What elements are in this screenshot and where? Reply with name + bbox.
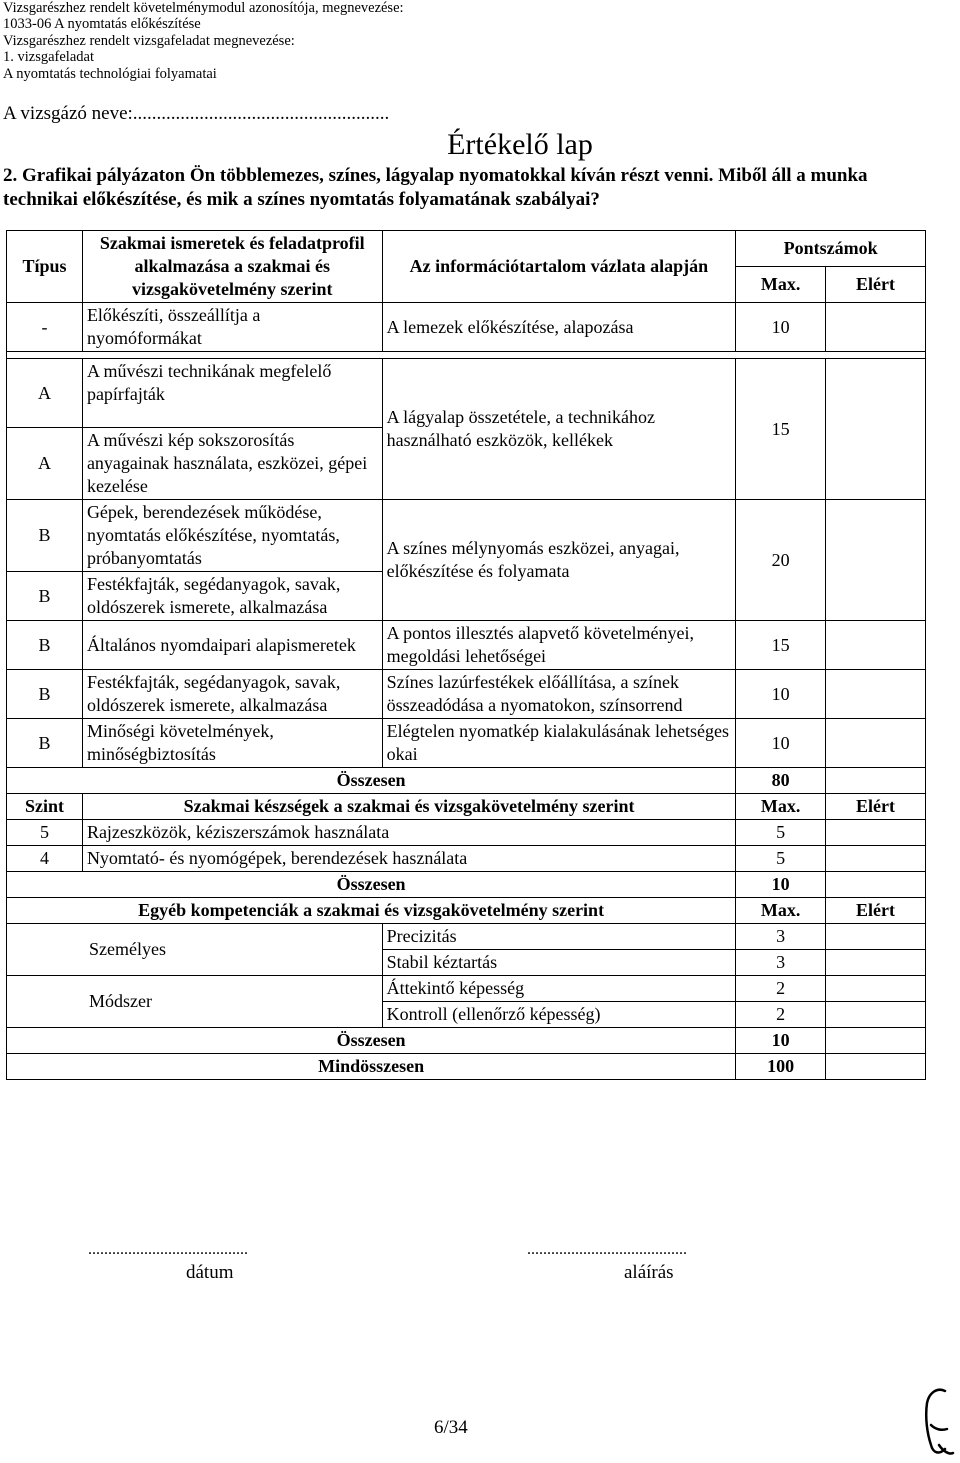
szakmai-cell: Festékfajták, segédanyagok, savak, oldószerek ismerete, alkalmazása [82, 670, 382, 719]
elert-cell[interactable] [826, 719, 926, 768]
max-cell: 5 [736, 820, 826, 846]
total-row [7, 768, 926, 794]
szakmai-cell: A művészi kép sokszorosítás anyagainak használata, eszközei, gépei kezelése [82, 428, 382, 500]
skills-header-label: Szakmai készségek a szakmai és vizsgakövetelmény szerint [82, 794, 735, 820]
tipus-cell: B [7, 719, 83, 768]
table-header-row [7, 231, 926, 267]
table-row [7, 670, 926, 719]
handwritten-signature-icon [915, 1385, 955, 1460]
competence-label: Áttekintő képesség [382, 976, 736, 1002]
competence-group-modszer: Módszer [7, 976, 383, 1028]
max-cell: 20 [736, 500, 826, 621]
info-cell: A lágyalap összetétele, a technikához használható eszközök, kellékek [382, 359, 736, 500]
total-row [7, 1028, 926, 1054]
max-cell: 10 [736, 303, 826, 352]
szakmai-cell: Előkészíti, összeállítja a nyomóformákat [82, 303, 382, 352]
elert-cell[interactable] [826, 950, 926, 976]
col-header-max: Max. [736, 267, 826, 303]
tipus-cell: B [7, 621, 83, 670]
max-cell: 3 [736, 924, 826, 950]
skill-label: Nyomtató- és nyomógépek, berendezések használata [82, 846, 735, 872]
max-cell: 3 [736, 950, 826, 976]
total-value: 10 [736, 1028, 826, 1054]
szint-cell: 5 [7, 820, 83, 846]
table-row [7, 820, 926, 846]
max-cell: 15 [736, 359, 826, 500]
col-header-max: Max. [736, 898, 826, 924]
header-line: 1033-06 A nyomtatás előkészítése [3, 16, 201, 33]
col-header-max: Max. [736, 794, 826, 820]
elert-cell[interactable] [826, 924, 926, 950]
col-header-tipus: Típus [7, 231, 83, 303]
col-header-elert: Elért [826, 898, 926, 924]
tipus-cell: B [7, 500, 83, 572]
task-question: 2. Grafikai pályázaton Ön többlemezes, színes, lágyalap nyomatokkal kíván részt venni. Miből áll a munka technikai előkészítése, és mik a színes nyomtatás folyamatának szabályai? [3, 165, 868, 210]
date-line: ........................................ [88, 1241, 248, 1258]
skill-label: Rajzeszközök, kéziszerszámok használata [82, 820, 735, 846]
elert-cell[interactable] [826, 670, 926, 719]
tipus-cell: - [7, 303, 83, 352]
competence-group-szemelyes: Személyes [7, 924, 383, 976]
szakmai-cell: Minőségi követelmények, minőségbiztosítás [82, 719, 382, 768]
max-cell: 5 [736, 846, 826, 872]
total-label: Összesen [7, 1028, 736, 1054]
table-row [7, 621, 926, 670]
szakmai-cell: Gépek, berendezések működése, nyomtatás előkészítése, nyomtatás, próbanyomtatás [82, 500, 382, 572]
szakmai-cell: Festékfajták, segédanyagok, savak, oldószerek ismerete, alkalmazása [82, 572, 382, 621]
document-header [3, 0, 404, 82]
skills-header-row [7, 794, 926, 820]
max-cell: 10 [736, 670, 826, 719]
header-line: A nyomtatás technológiai folyamatai [3, 65, 217, 82]
col-header-szint: Szint [7, 794, 83, 820]
col-header-elert: Elért [826, 267, 926, 303]
signature-label: aláírás [624, 1262, 674, 1283]
szakmai-cell: Általános nyomdaipari alapismeretek [82, 621, 382, 670]
total-row [7, 872, 926, 898]
total-label: Összesen [7, 872, 736, 898]
signature-line: ........................................ [527, 1241, 687, 1258]
table-row [7, 846, 926, 872]
grand-total-row [7, 1054, 926, 1080]
col-header-pontszamok: Pontszámok [736, 231, 926, 267]
table-row [7, 500, 926, 572]
competence-label: Stabil kéztartás [382, 950, 736, 976]
elert-cell[interactable] [826, 1028, 926, 1054]
elert-cell[interactable] [826, 1002, 926, 1028]
grand-total-label: Mindösszesen [7, 1054, 736, 1080]
max-cell: 10 [736, 719, 826, 768]
grand-total-value: 100 [736, 1054, 826, 1080]
info-cell: A pontos illesztés alapvető követelményei, megoldási lehetőségei [382, 621, 736, 670]
col-header-szakmai: Szakmai ismeretek és feladatprofil alkalmazása a szakmai és vizsgakövetelmény szerint [82, 231, 382, 303]
date-label: dátum [186, 1262, 234, 1283]
table-row [7, 719, 926, 768]
info-cell: A színes mélynyomás eszközei, anyagai, előkészítése és folyamata [382, 500, 736, 621]
elert-cell[interactable] [826, 303, 926, 352]
page-title: Értékelő lap [447, 128, 593, 161]
evaluation-table [6, 230, 926, 1080]
other-header-row [7, 898, 926, 924]
max-cell: 2 [736, 976, 826, 1002]
col-header-elert: Elért [826, 794, 926, 820]
szint-cell: 4 [7, 846, 83, 872]
table-row [7, 303, 926, 352]
other-header-label: Egyéb kompetenciák a szakmai és vizsgakövetelmény szerint [7, 898, 736, 924]
elert-cell[interactable] [826, 820, 926, 846]
table-row [7, 976, 926, 1002]
max-cell: 15 [736, 621, 826, 670]
szakmai-cell: A művészi technikának megfelelő papírfajták [82, 359, 382, 428]
max-cell: 2 [736, 1002, 826, 1028]
elert-cell[interactable] [826, 359, 926, 500]
total-value: 10 [736, 872, 826, 898]
table-row [7, 359, 926, 428]
page-number: 6/34 [434, 1417, 468, 1438]
elert-cell[interactable] [826, 1054, 926, 1080]
header-line: Vizsgarészhez rendelt vizsgafeladat megnevezése: [3, 32, 295, 49]
elert-cell[interactable] [826, 621, 926, 670]
header-line: Vizsgarészhez rendelt követelménymodul azonosítója, megnevezése: [3, 0, 404, 16]
elert-cell[interactable] [826, 976, 926, 1002]
table-row [7, 924, 926, 950]
competence-label: Kontroll (ellenőrző képesség) [382, 1002, 736, 1028]
competence-label: Precizitás [382, 924, 736, 950]
elert-cell[interactable] [826, 846, 926, 872]
tipus-cell: B [7, 572, 83, 621]
total-label: Összesen [7, 768, 736, 794]
header-line: 1. vizsgafeladat [3, 49, 94, 66]
tipus-cell: A [7, 428, 83, 500]
elert-cell[interactable] [826, 872, 926, 898]
tipus-cell: A [7, 359, 83, 428]
elert-cell[interactable] [826, 500, 926, 621]
info-cell: Elégtelen nyomatkép kialakulásának lehetséges okai [382, 719, 736, 768]
total-value: 80 [736, 768, 826, 794]
info-cell: Színes lazúrfestékek előállítása, a színek összeadódása a nyomatokon, színsorrend [382, 670, 736, 719]
info-cell: A lemezek előkészítése, alapozása [382, 303, 736, 352]
examinee-name-field: A vizsgázó neve:...................................................... [3, 103, 390, 124]
elert-cell[interactable] [826, 768, 926, 794]
tipus-cell: B [7, 670, 83, 719]
col-header-info: Az információtartalom vázlata alapján [382, 231, 736, 303]
